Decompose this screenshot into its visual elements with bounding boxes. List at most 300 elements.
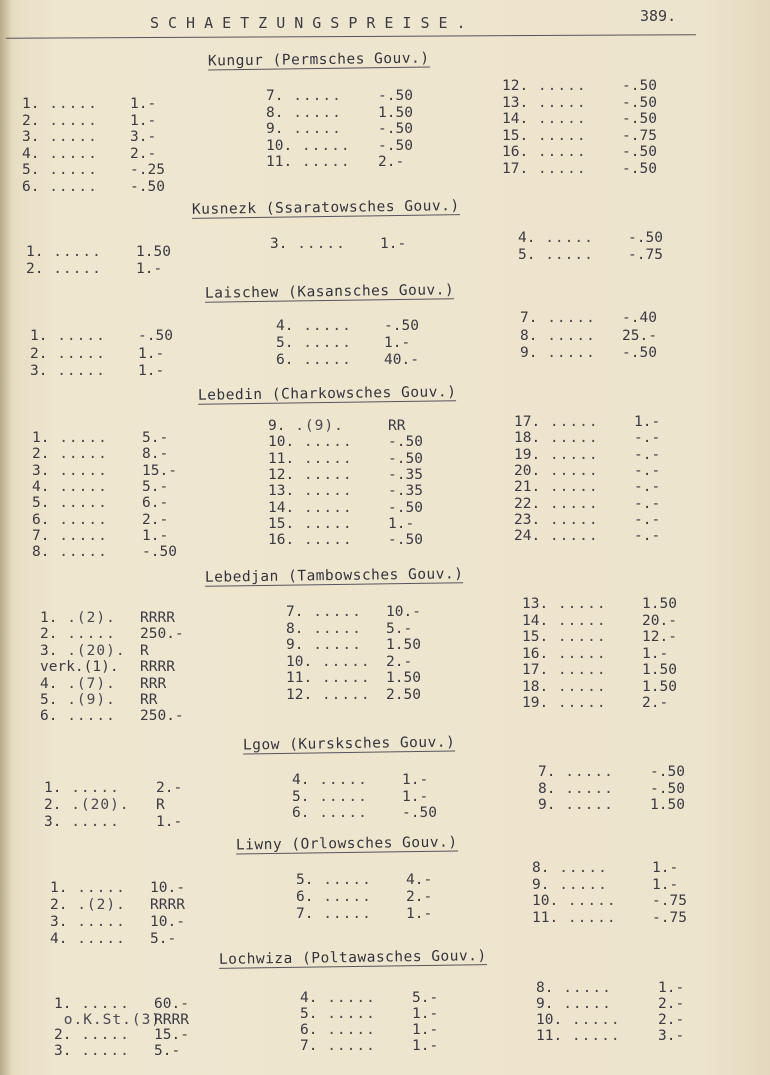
entry-number: 8. [266,104,284,121]
entry-number: 11. [266,154,293,170]
entry-leader: ..... [309,805,368,821]
entry-leader: .(9). [285,418,344,434]
entry-number: 9. [536,996,554,1012]
catalog-entry [268,500,448,517]
entry-number: 7. [520,310,538,326]
catalog-entry [292,772,462,789]
entry-leader: ..... [49,495,108,512]
entry-number: 11. [532,909,559,926]
entry-leader: ..... [528,160,587,177]
entry-price: -.50 [650,780,685,797]
entry-leader: ..... [294,450,353,467]
entry-number: 4. [292,772,310,788]
entry-price: 2.- [642,695,669,711]
entry-number: 9. [532,876,550,893]
entry-number: 6. [22,178,40,195]
entry-number: 3. [44,814,62,830]
entry-price: 2.- [386,653,413,670]
entry-number: 10. [532,893,559,909]
catalog-entry [268,483,448,500]
entry-price: 2.- [658,996,685,1012]
catalog-entry [32,544,202,561]
catalog-entry [514,528,694,545]
catalog-entry [50,914,210,931]
entry-leader: ..... [317,990,376,1006]
entry-price: RR [140,692,158,708]
catalog-entry [296,889,466,906]
entry-price: 2.- [156,780,183,796]
entry-leader: ..... [537,310,596,326]
catalog-entry [276,318,444,335]
catalog-entry [502,78,682,95]
entry-leader: ..... [61,780,120,796]
catalog-entry [30,346,198,363]
entry-number: 2. [54,1027,72,1043]
catalog-entry [22,96,190,113]
entry-leader: ..... [283,88,342,104]
catalog-entry [22,179,190,196]
entry-leader: ..... [549,876,608,893]
entry-leader: ..... [548,596,607,612]
entry-leader: ..... [61,814,120,830]
entry-leader: ..... [317,1022,376,1038]
entry-price: -.50 [378,88,413,104]
entry-number: 11. [536,1028,563,1044]
catalog-entry [286,621,446,638]
entry-leader: ..... [540,495,599,512]
entry-number: 6. [300,1022,318,1038]
entry-price: R [156,797,165,813]
entry-price: 5.- [412,990,439,1006]
entry-number: 18. [514,430,541,447]
entry-number: 4. [518,230,536,246]
entry-leader: ..... [540,462,599,479]
entry-price: 1.- [142,527,169,544]
entry-number: 14. [502,111,529,127]
section-title: Lebedjan (Tambowsches Gouv.) [204,566,464,586]
entry-leader: ..... [549,860,608,876]
entry-leader: ..... [540,528,599,545]
entry-number: 5. [292,788,310,805]
entry-number: 18. [522,678,549,695]
entry-number: 10. [286,653,313,670]
entry-leader: ..... [303,620,362,637]
entry-leader: ..... [39,162,98,178]
entry-price: 1.- [412,1038,439,1054]
catalog-entry [538,764,710,781]
entry-number: 17. [502,160,529,177]
entry-price: 1.50 [378,104,413,121]
entry-number: 5. [296,872,314,888]
entry-number: 15. [522,629,549,645]
entry-number: 4. [32,478,50,495]
entry-price: -.- [634,479,661,496]
entry-price: 15.- [154,1027,189,1043]
entry-price: 2.- [378,154,405,170]
entry-leader: ..... [294,434,353,451]
entry-number: 4. [50,931,68,947]
entry-price: -.75 [652,893,687,909]
entry-price: 5.- [386,620,413,637]
catalog-entry [514,463,694,480]
catalog-entry [532,910,712,927]
catalog-entry [268,532,448,549]
catalog-entry [300,1038,472,1055]
entry-number: 1. [40,610,58,626]
entry-price: -.50 [384,318,419,334]
entry-number: 19. [522,695,549,711]
catalog-entry [502,95,682,112]
entry-price: -.50 [388,434,423,451]
entry-price: 1.- [652,860,679,876]
entry-price: 250.- [140,708,184,725]
entry-leader: ..... [47,363,106,379]
header-rule [6,34,696,39]
catalog-entry [266,154,438,171]
entry-number: verk.(1). [40,659,119,676]
entry-price: 1.- [388,515,415,532]
entry-leader: ..... [43,244,102,260]
entry-leader: ..... [535,230,594,246]
entry-number: 13. [268,483,295,500]
entry-price: -.50 [378,121,413,137]
entry-number: 7. [538,764,556,780]
entry-price: RRR [140,675,167,692]
catalog-entry [502,111,682,128]
catalog-entry [532,860,712,877]
entry-leader: ..... [283,121,342,137]
entry-price: 1.- [658,980,685,996]
entry-leader: ..... [39,112,98,129]
entry-number: 7. [266,88,284,104]
entry-leader: ..... [67,914,126,930]
entry-price: 1.- [412,1006,439,1022]
entry-leader: ..... [303,604,362,620]
catalog-entry [268,434,448,451]
entry-price: 8.- [142,446,169,463]
entry-number: 12. [502,78,529,94]
entry-leader: ..... [540,511,599,528]
catalog-entry [22,162,190,179]
catalog-entry [32,512,202,529]
catalog-entry [22,129,190,146]
entry-number: 2. [40,626,58,643]
entry-leader: ..... [535,246,594,263]
catalog-entry [32,446,202,463]
entry-price: 1.- [384,335,411,351]
entry-number: 4. [300,990,318,1006]
catalog-entry [536,1012,718,1029]
entry-price: 25.- [622,327,657,344]
entry-price: -.- [634,430,661,447]
section-title: Kungur (Permsches Gouv.) [207,50,430,70]
entry-number: 2. [32,446,50,463]
entry-leader: ..... [287,236,346,252]
catalog-entry [286,670,446,687]
entry-number: 6. [296,889,314,905]
entry-price: -.35 [388,483,423,500]
entry-price: -.- [634,511,661,528]
entry-leader: ..... [309,772,368,788]
catalog-entry [50,931,210,948]
entry-price: -.- [634,528,661,545]
entry-price: 40.- [384,352,419,368]
entry-leader: .(2). [57,610,116,626]
entry-price: 1.- [130,112,157,129]
entry-price: -.50 [142,544,177,561]
entry-price: -.50 [388,532,423,549]
entry-price: 5.- [154,1042,181,1059]
entry-leader: ..... [294,499,353,516]
entry-leader: ..... [537,345,596,361]
entry-price: -.50 [622,160,657,177]
entry-number: 9. [268,418,286,434]
catalog-entry [32,528,202,545]
catalog-entry [514,496,694,513]
entry-price: 20.- [642,612,677,629]
catalog-entry [536,980,718,997]
entry-leader: ..... [548,645,607,662]
catalog-entry [44,780,216,797]
entry-number: 6. [40,708,58,725]
entry-leader: ..... [49,462,108,479]
entry-number: 9. [520,345,538,361]
entry-price: 1.- [156,814,183,830]
catalog-entry [40,659,200,676]
catalog-entry [268,451,448,468]
entry-price: 1.- [642,645,669,662]
entry-price: 1.- [138,345,165,362]
entry-number: 5. [22,162,40,178]
entry-leader: ..... [540,446,599,463]
catalog-entry [268,418,448,435]
entry-leader: ..... [540,479,599,496]
catalog-entry [54,1043,214,1060]
entry-price: -.50 [650,764,685,780]
entry-leader: ..... [309,788,368,805]
catalog-entry [40,708,200,725]
entry-leader: ..... [548,678,607,695]
catalog-entry [514,447,694,464]
entry-leader: ..... [558,909,617,926]
catalog-entry [300,1022,472,1039]
entry-number: 12. [286,686,313,703]
catalog-entry [296,872,466,889]
catalog-entry [32,430,202,447]
entry-price: RRRR [154,1011,189,1028]
catalog-entry [276,352,444,369]
entry-price: 1.50 [386,637,421,653]
entry-price: 1.50 [650,797,685,813]
entry-price: -.50 [402,805,437,821]
entry-price: 1.50 [642,596,677,612]
catalog-entry [286,637,446,654]
entry-price: 5.- [142,430,169,446]
entry-leader: ..... [294,532,353,549]
entry-number: 1. [50,880,68,896]
entry-number: 13. [522,596,549,612]
entry-leader: ..... [562,1012,621,1028]
entry-leader: ..... [57,708,116,725]
entry-number: 3. [50,914,68,930]
entry-price: 10.- [386,604,421,620]
catalog-entry [40,643,200,660]
entry-leader: ..... [294,466,353,483]
section-title: Liwny (Orlowsches Gouv.) [235,834,458,854]
entry-leader: ..... [555,797,614,813]
entry-price: 10.- [150,880,185,896]
catalog-entry [520,328,682,345]
entry-leader: ..... [303,637,362,653]
entry-leader: ..... [312,653,371,670]
entry-number: 14. [522,612,549,629]
entry-price: -.50 [378,137,413,154]
entry-price: 250.- [140,626,184,643]
catalog-entry [518,230,688,247]
entry-number: 2. [50,897,68,913]
entry-leader: ..... [39,129,98,145]
entry-price: -.50 [622,144,657,160]
catalog-entry [50,897,210,914]
catalog-entry [514,414,694,431]
entry-price: 3.- [130,129,157,145]
catalog-entry [26,261,196,278]
entry-leader: ..... [528,111,587,127]
catalog-entry [532,877,712,894]
entry-price: -.50 [622,78,657,94]
entry-number: 22. [514,495,541,512]
entry-price: -.75 [652,909,687,926]
catalog-entry [522,613,702,630]
entry-price: 5.- [150,931,177,947]
entry-number: 5. [276,335,294,351]
entry-price: 2.- [406,889,433,905]
entry-leader: .(9). [57,692,116,708]
section-title: Lebedin (Charkowsches Gouv.) [197,384,457,404]
entry-leader: ..... [528,144,587,160]
entry-leader: ..... [558,893,617,909]
entry-leader: .(20). [57,642,126,659]
entry-leader: ..... [313,872,372,888]
entry-leader: ..... [67,931,126,947]
entry-leader: ..... [292,154,351,170]
catalog-entry [44,797,216,814]
entry-leader: ..... [283,104,342,121]
entry-number: 21. [514,479,541,496]
entry-leader: ..... [317,1006,376,1022]
entry-price: 1.- [402,788,429,805]
entry-leader: ..... [313,889,372,905]
catalog-entry [502,128,682,145]
entry-price: 1.50 [386,670,421,686]
entry-leader: ..... [47,345,106,362]
entry-leader: ..... [49,446,108,463]
entry-number: 1. [22,96,40,112]
catalog-entry [502,161,682,178]
catalog-entry [26,244,196,261]
catalog-entry [300,990,472,1007]
entry-number: 3. [40,642,58,659]
entry-leader: ..... [49,430,108,446]
entry-number: 3. [32,462,50,479]
entry-price: -.- [634,446,661,463]
entry-leader: .(7). [57,675,116,692]
catalog-entry [270,236,440,253]
page-header-title: SCHAETZUNGSPREISE. [150,14,475,32]
entry-leader: ..... [548,662,607,678]
entry-leader: ..... [49,478,108,495]
entry-price: 12.- [642,629,677,645]
entry-price: 2.- [130,145,157,162]
catalog-entry [40,626,200,643]
catalog-entry [266,105,438,122]
entry-price: 1.- [130,96,157,112]
entry-price: -.50 [622,111,657,127]
entry-number: 3. [22,129,40,145]
catalog-entry [268,467,448,484]
entry-leader: ..... [540,414,599,430]
entry-number: 5. [300,1006,318,1022]
catalog-entry [522,695,702,712]
entry-price: 1.- [136,261,163,277]
entry-price: 1.50 [642,678,677,695]
entry-price: -.50 [628,230,663,246]
entry-number: 5. [32,495,50,512]
section-title: Laischew (Kasansches Gouv.) [204,282,455,302]
entry-leader: ..... [562,1028,621,1044]
entry-leader: ..... [528,94,587,111]
catalog-entry [32,479,202,496]
entry-price: -.- [634,495,661,512]
entry-leader: ..... [555,780,614,797]
entry-leader: ..... [57,626,116,643]
catalog-entry [502,144,682,161]
catalog-entry [532,893,712,910]
catalog-entry [32,463,202,480]
entry-number: 8. [286,620,304,637]
catalog-entry [286,687,446,704]
catalog-entry [514,430,694,447]
entry-price: -.50 [388,450,423,467]
entry-leader: ..... [49,527,108,544]
entry-number: 3. [30,363,48,379]
entry-number: 20. [514,462,541,479]
entry-number: 4. [276,318,294,334]
entry-number: 7. [286,604,304,620]
entry-number: 19. [514,446,541,463]
catalog-entry [40,692,200,709]
entry-leader: ..... [43,261,102,277]
entry-price: 5.- [142,478,169,495]
entry-leader: ..... [312,670,371,686]
entry-leader: ..... [537,327,596,344]
entry-leader: ..... [317,1038,376,1054]
entry-number: 11. [268,450,295,467]
catalog-entry [40,610,200,627]
entry-price: 1.- [652,876,679,893]
entry-price: -.50 [130,178,165,195]
catalog-entry [286,604,446,621]
entry-leader: ..... [548,612,607,629]
section-title: Kusnezk (Ssaratowsches Gouv.) [191,198,460,218]
entry-number: 12. [268,466,295,483]
entry-number: 8. [536,980,554,996]
entry-leader: ..... [293,352,352,368]
section-title: Lochwiza (Poltawasches Gouv.) [218,948,487,968]
entry-number: 15. [268,515,295,532]
catalog-entry [268,516,448,533]
entry-number: 6. [32,511,50,528]
